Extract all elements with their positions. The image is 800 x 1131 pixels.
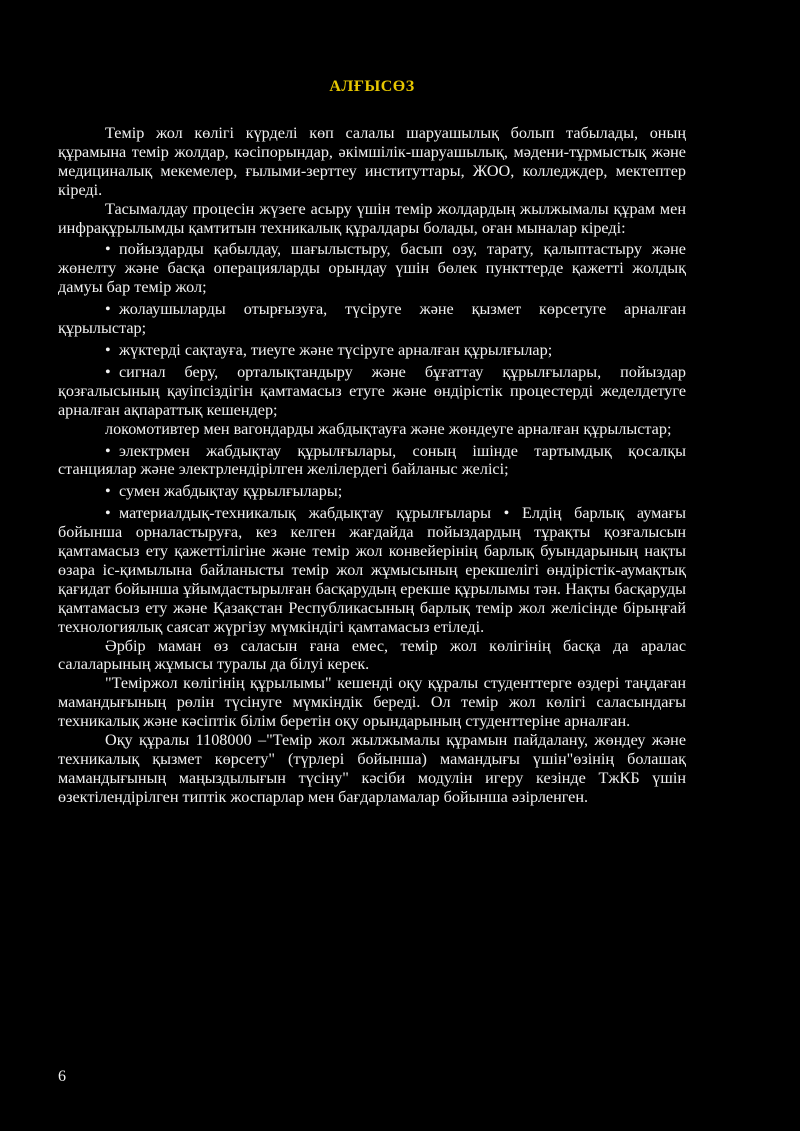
bullet-text: жүктерді сақтауға, тиеуге және түсіруге арналған құрылғылар; xyxy=(119,340,553,359)
bullet-icon: • xyxy=(105,340,111,359)
bullet-icon: • xyxy=(105,441,111,460)
bullet-icon: • xyxy=(105,300,111,319)
bullet-item xyxy=(58,363,686,420)
bullet-item xyxy=(58,300,686,338)
page-number: 6 xyxy=(58,1068,66,1085)
paragraph: локомотивтер мен вагондарды жабдықтауға және жөндеуге арналған құрылыстар; xyxy=(105,419,672,438)
paragraph: Оқу құралы 1108000 –"Темір жол жылжымалы құрамын пайдалану, жөндеу және техникалық қызмет көрсету" (түрлері бойынша) мамандығы үшін"өзінің болашақ мамандығының маңыздылығын түсіну" кәсіби модулін игеру кезінде ТжКБ үшін өзектілендірілген типтік жоспарлар мен бағдарламалар бойынша әзірленген. xyxy=(58,731,686,806)
bullet-icon: • xyxy=(105,504,111,523)
bullet-item xyxy=(58,504,686,636)
body-text xyxy=(58,124,686,807)
bullet-text: сумен жабдықтау құрылғылары; xyxy=(119,482,343,501)
bullet-item xyxy=(58,240,686,297)
bullet-item xyxy=(58,341,686,360)
bullet-text: жолаушыларды отырғызуға, түсіруге және қызмет көрсетуге арналған құрылыстар; xyxy=(58,300,686,338)
bullet-text: сигнал беру, орталықтандыру және бұғаттау құрылғылары, пойыздар қозғалысының қауіпсіздігін қамтамасыз етуге және өндірістік процестерді жеделдетуге арналған ақпараттық кешендер; xyxy=(58,362,686,419)
bullet-icon: • xyxy=(105,362,111,381)
bullet-text: пойыздарды қабылдау, шағылыстыру, басып озу, тарату, қалыптастыру және жөнелту және басқа операцияларды орындау үшін бөлек пункттерде қажетті жолдық дамуы бар темір жол; xyxy=(58,240,686,297)
paragraph: "Теміржол көлігінің құрылымы" кешенді оқу құралы студенттерге өздері таңдаған мамандығының рөлін түсінуге мүмкіндік береді. Ол темір жол көлігі саласындағы техникалық және кәсіптік білім беретін оқу орындарының студенттеріне арналған. xyxy=(58,674,686,731)
paragraph: Әрбір маман өз саласын ғана емес, темір жол көлігінің басқа да аралас салаларының жұмысы туралы да білуі керек. xyxy=(58,636,686,674)
page-title: АЛҒЫСӨЗ xyxy=(329,78,415,95)
paragraph: Темір жол көлігі күрделі көп салалы шаруашылық болып табылады, оның құрамына темір жолдар, кәсіпорындар, әкімшілік-шаруашылық, мәдени-тұрмыстық және медициналық мекемелер, ғылыми-зерттеу институттары, ЖОО, колледждер, мектептер кіреді. xyxy=(58,124,686,199)
bullet-item xyxy=(58,482,686,501)
document-page xyxy=(58,0,686,1131)
bullet-text: материалдық-техникалық жабдықтау құрылғылары • Елдің барлық аумағы бойынша орналастыруға, кез келген жағдайда пойыздардың тұрақты қозғалысын қамтамасыз ету қажеттілігіне және темір жол конвейерінің барлық буындарының нақты өзара іс-қимылына байланысты темір жол жұмысының ерекшелігі өндірістік-аумақтық қағидат бойынша ұйымдастырылған басқарудың ерекше құрылымы тән. Нақты басқаруды қамтамасыз ету және Қазақстан Республикасының барлық темір жол желісінде бірыңғай технологиялық саясат жүргізу мүмкіндігі қамтамасыз етіледі. xyxy=(58,504,686,636)
bullet-icon: • xyxy=(105,240,111,259)
paragraph: Тасымалдау процесін жүзеге асыру үшін темір жолдардың жылжымалы құрам мен инфрақұрылымды қамтитын техникалық құралдары болады, оған мыналар кіреді: xyxy=(58,199,686,237)
bullet-text: электрмен жабдықтау құрылғылары, соның ішінде тартымдық қосалқы станциялар және электрлендірілген желілердегі байланыс желісі; xyxy=(58,441,686,479)
bullet-item xyxy=(58,442,686,480)
bullet-icon: • xyxy=(105,482,111,501)
